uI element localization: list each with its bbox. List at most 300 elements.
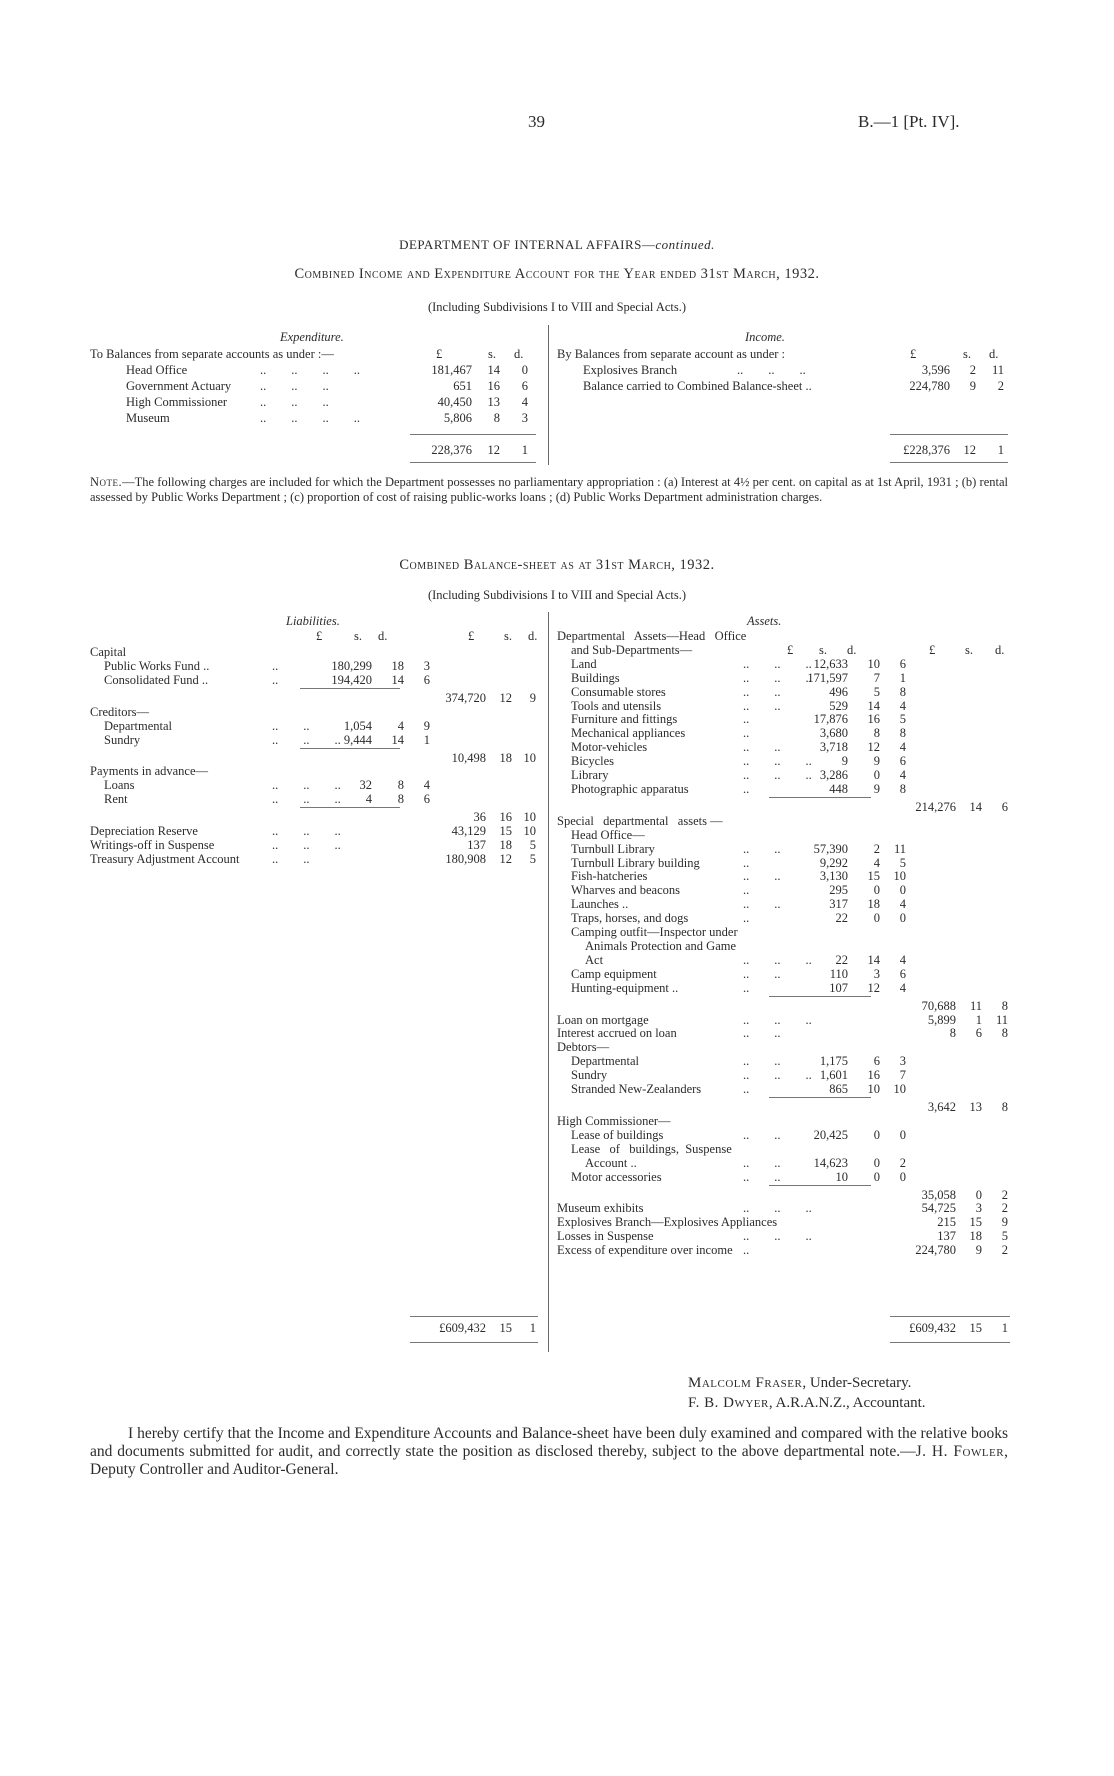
- outer-amount: 18: [969, 1229, 982, 1244]
- inner-amount: 22: [835, 952, 848, 967]
- total-pence: 1: [529, 1321, 536, 1335]
- outer-amount: 8: [949, 1026, 956, 1041]
- outer-amount: 5: [529, 838, 536, 852]
- outer-amount: 374,720: [445, 690, 486, 705]
- inner-amount: 4: [899, 698, 906, 713]
- signature-under-secretary: [688, 1375, 911, 1392]
- outer-amount: 180,908: [445, 851, 486, 866]
- assets-double-rule: [890, 1342, 1010, 1343]
- row-label: Sundry: [104, 732, 141, 747]
- inner-amount: 1: [899, 670, 906, 685]
- row-label: Turnbull Library building: [571, 855, 700, 870]
- leader-dots: .. ..: [743, 1169, 781, 1184]
- page-reference: B.—1 [Pt. IV].: [858, 112, 960, 131]
- row-label: Wharves and beacons: [571, 883, 680, 898]
- row-label: Consumable stores: [571, 684, 666, 699]
- col-pounds-inner: £: [316, 629, 323, 643]
- outer-amount: 5: [529, 851, 536, 866]
- inner-amount: 9: [873, 781, 880, 796]
- leader-dots: .. .. ..: [272, 732, 341, 747]
- leader-dots: ..: [743, 883, 750, 898]
- inner-amount: 1,175: [819, 1054, 848, 1069]
- inner-amount: 9: [873, 754, 880, 769]
- inner-amount: 12: [867, 980, 880, 995]
- leader-dots: .. ..: [743, 897, 781, 912]
- inner-amount: 18: [867, 897, 880, 912]
- expenditure-side: [90, 330, 540, 470]
- inner-amount: 8: [397, 778, 404, 793]
- inner-amount: 9: [423, 718, 430, 733]
- inner-amount: 5: [899, 712, 906, 727]
- liability-row: [90, 791, 542, 807]
- income-lead-row: [557, 346, 1012, 362]
- total-pence: 1: [1001, 1321, 1008, 1335]
- outer-amount: 9: [529, 690, 536, 705]
- outer-amount: 1: [975, 1012, 982, 1027]
- inner-amount: 10: [867, 1082, 880, 1096]
- leader-dots: ..: [272, 658, 279, 673]
- inner-amount: 14,623: [813, 1155, 848, 1170]
- inner-amount: 14: [867, 698, 880, 713]
- row-label: Excess of expenditure over income: [557, 1243, 733, 1258]
- row-label: Government Actuary: [126, 379, 232, 393]
- row-label: Losses in Suspense: [557, 1229, 654, 1244]
- inner-amount: 3,130: [819, 869, 848, 884]
- subtotal-rule: [769, 797, 871, 798]
- outer-amount: 35,058: [921, 1187, 956, 1202]
- row-label: Hunting-equipment ..: [571, 980, 679, 995]
- inner-amount: 0: [873, 1169, 880, 1184]
- leader-dots: ..: [743, 1243, 750, 1258]
- amount-d: 4: [521, 395, 528, 409]
- outer-amount: 2: [1001, 1187, 1008, 1202]
- row-label: Museum: [126, 411, 170, 425]
- inner-amount: 194,420: [331, 672, 372, 687]
- expenditure-heading: Expenditure.: [280, 330, 344, 344]
- inner-amount: 4: [365, 792, 372, 807]
- inner-amount: 9: [841, 754, 848, 769]
- liabilities-side: [90, 614, 542, 1354]
- inner-amount: 8: [397, 792, 404, 807]
- outer-amount: 6: [1001, 799, 1008, 814]
- col-pence-inner: d.: [378, 629, 388, 643]
- row-label: Camp equipment: [571, 966, 657, 981]
- inner-amount: 6: [899, 656, 906, 671]
- inner-amount: 865: [829, 1082, 848, 1096]
- expenditure-lead: To Balances from separate accounts as under :—: [90, 347, 334, 361]
- row-label: Camping outfit—Inspector under: [571, 925, 738, 939]
- liability-row: [90, 672, 542, 688]
- subtotal-rule: [300, 688, 400, 689]
- liability-row: [90, 851, 542, 867]
- amount-s: 13: [487, 395, 500, 409]
- outer-amount: 8: [1001, 998, 1008, 1013]
- col-pounds-outer: £: [468, 629, 475, 643]
- leader-dots: .. .. ..: [737, 363, 806, 377]
- leader-dots: ..: [743, 855, 750, 870]
- total-pounds: £609,432: [439, 1321, 486, 1335]
- inner-amount: 0: [899, 1169, 906, 1184]
- row-label: Furniture and fittings: [571, 712, 678, 727]
- row-label: Bicycles: [571, 754, 615, 769]
- inner-amount: 6: [899, 966, 906, 981]
- leader-dots: .. .. ..: [743, 1012, 812, 1027]
- total-pounds: £609,432: [909, 1321, 956, 1335]
- assets-heading: Assets.: [747, 614, 782, 628]
- inner-amount: 529: [829, 698, 848, 713]
- col-pounds: £: [436, 347, 443, 361]
- signatory-name: Malcolm Fraser: [688, 1375, 803, 1391]
- leader-dots: .. ..: [743, 869, 781, 884]
- leader-dots: .. .. ..: [260, 395, 329, 409]
- total-pounds: £228,376: [903, 443, 950, 457]
- asset-row: [557, 1242, 1012, 1258]
- department-title-suffix: continued.: [655, 237, 715, 252]
- subtotal-rule: [769, 1097, 871, 1098]
- column-head: £: [787, 642, 794, 657]
- row-label: Balance carried to Combined Balance-sheet ..: [583, 379, 812, 393]
- row-label: Motor-vehicles: [571, 740, 648, 755]
- inner-amount: 17,876: [813, 712, 848, 727]
- leader-dots: .. ..: [743, 684, 781, 699]
- row-label: Mechanical appliances: [571, 726, 686, 741]
- inner-amount: 10: [867, 656, 880, 671]
- assets-total-rule: [890, 1316, 1010, 1317]
- departmental-note: [90, 475, 1008, 505]
- inner-amount: 4: [899, 740, 906, 755]
- outer-amount: 10: [523, 750, 536, 765]
- inner-amount: 110: [829, 966, 848, 981]
- inner-amount: 4: [397, 718, 404, 733]
- inner-amount: 448: [829, 781, 848, 796]
- row-label: High Commissioner—: [557, 1113, 671, 1128]
- leader-dots: .. .. ..: [743, 768, 812, 782]
- total-shillings: 12: [487, 443, 500, 457]
- amount-l: 224,780: [909, 379, 950, 393]
- col-pence: d.: [989, 347, 999, 361]
- row-label: Loan on mortgage: [557, 1012, 649, 1027]
- asset-row: [557, 1169, 1012, 1185]
- col-pence-outer: d.: [528, 629, 538, 643]
- outer-amount: 8: [1001, 1026, 1008, 1041]
- outer-amount: 5: [1001, 1229, 1008, 1244]
- col-shillings-inner: s.: [354, 629, 362, 643]
- inner-amount: 3,286: [819, 768, 848, 782]
- inner-amount: 4: [873, 855, 880, 870]
- outer-amount: 9: [1001, 1215, 1008, 1230]
- leader-dots: .. ..: [743, 1155, 781, 1170]
- leader-dots: .. ..: [743, 740, 781, 755]
- assets-total-row: [557, 1320, 1012, 1336]
- leader-dots: .. ..: [743, 966, 781, 981]
- row-label: Museum exhibits: [557, 1201, 644, 1216]
- outer-amount: 12: [499, 851, 512, 866]
- liabilities-column-heads: [90, 628, 542, 644]
- amount-l: 40,450: [437, 395, 472, 409]
- asset-row: [557, 980, 1012, 996]
- liabilities-heading: Liabilities.: [286, 614, 340, 628]
- liabilities-double-rule: [410, 1342, 538, 1343]
- inner-amount: 8: [899, 684, 906, 699]
- leader-dots: .. ..: [272, 718, 310, 733]
- outer-amount: 3: [975, 1201, 982, 1216]
- total-pounds: 228,376: [431, 443, 472, 457]
- row-label: Account ..: [585, 1155, 637, 1170]
- signatory-title: , Under-Secretary.: [802, 1375, 912, 1391]
- outer-amount: 18: [499, 750, 512, 765]
- income-account-title: Combined Income and Expenditure Account for the Year ended 31st March, 1932.: [294, 266, 820, 282]
- leader-dots: .. ..: [743, 1054, 781, 1069]
- inner-amount: 4: [899, 952, 906, 967]
- leader-dots: .. .. ..: [272, 838, 341, 852]
- column-head: d.: [847, 642, 857, 657]
- col-shillings: s.: [963, 347, 971, 361]
- expenditure-lead-row: [90, 346, 540, 362]
- leader-dots: ..: [743, 726, 750, 741]
- income-side: [557, 330, 1012, 470]
- amount-l: 651: [453, 379, 472, 393]
- outer-amount: 43,129: [451, 824, 486, 839]
- outer-amount: 15: [969, 1215, 982, 1230]
- leader-dots: ..: [272, 672, 279, 687]
- amount-l: 5,806: [443, 411, 472, 425]
- total-pence: 1: [521, 443, 528, 457]
- leader-dots: .. .. ..: [260, 379, 329, 393]
- certificate-signer-title: , Deputy Controller and Auditor-General.: [90, 1443, 1008, 1478]
- row-label: Stranded New-Zealanders: [571, 1082, 702, 1096]
- leader-dots: ..: [743, 911, 750, 926]
- inner-amount: 3: [899, 1054, 906, 1069]
- row-label: Explosives Branch: [583, 363, 678, 377]
- inner-amount: 16: [867, 1068, 880, 1083]
- row-label: Library: [571, 768, 609, 782]
- inner-amount: 3: [423, 658, 430, 673]
- row-label: Interest accrued on loan: [557, 1026, 677, 1041]
- inner-amount: 15: [867, 869, 880, 884]
- leader-dots: .. .. ..: [272, 792, 341, 807]
- row-label: Lease of buildings: [571, 1127, 664, 1142]
- expenditure-total-rule: [410, 434, 536, 435]
- row-label: Departmental Assets—Head Office: [557, 629, 747, 643]
- inner-amount: 7: [899, 1068, 906, 1083]
- inner-amount: 317: [829, 897, 848, 912]
- col-shillings-outer: s.: [504, 629, 512, 643]
- certificate-signer: J. H. Fowler: [915, 1443, 1005, 1460]
- row-label: Head Office—: [571, 827, 645, 842]
- certificate-text: I hereby certify that the Income and Expenditure Accounts and Balance-sheet have been duly examined and compared with the relative books and documents submitted for audit, and correctly state the position as disclosed thereby, subject to the above departmental note.—: [90, 1425, 1008, 1460]
- row-label: Motor accessories: [571, 1169, 662, 1184]
- outer-amount: 0: [975, 1187, 982, 1202]
- leader-dots: .. .. ..: [743, 754, 812, 769]
- leader-dots: .. ..: [743, 841, 781, 856]
- inner-amount: 0: [899, 911, 906, 926]
- inner-amount: 4: [899, 897, 906, 912]
- row-label: Buildings: [571, 670, 620, 685]
- inner-amount: 6: [423, 672, 430, 687]
- signatory-title: , A.R.A.N.Z., Accountant.: [768, 1395, 926, 1411]
- amount-d: 0: [521, 363, 528, 377]
- row-label: Photographic apparatus: [571, 781, 689, 796]
- total-shillings: 12: [963, 443, 976, 457]
- inner-amount: 12,633: [813, 656, 848, 671]
- amount-s: 16: [487, 379, 500, 393]
- outer-amount: 215: [937, 1215, 956, 1230]
- row-label: and Sub-Departments—: [571, 642, 693, 657]
- row-label: Turnbull Library: [571, 841, 655, 856]
- outer-amount: 70,688: [921, 998, 956, 1013]
- row-label: Lease of buildings, Suspense: [571, 1141, 732, 1156]
- outer-amount: 10,498: [451, 750, 486, 765]
- inner-amount: 22: [835, 911, 848, 926]
- row-label: Capital: [90, 645, 127, 659]
- column-head: s.: [965, 642, 973, 657]
- outer-amount: 137: [467, 838, 486, 852]
- inner-amount: 1,601: [819, 1068, 848, 1083]
- inner-amount: 0: [873, 768, 880, 782]
- page-number: 39: [528, 112, 545, 131]
- leader-dots: ..: [743, 781, 750, 796]
- row-label: Explosives Branch—Explosives Appliances: [557, 1215, 778, 1230]
- row-label: Writings-off in Suspense: [90, 838, 215, 852]
- audit-certificate: [90, 1425, 1008, 1479]
- leader-dots: ..: [743, 980, 750, 995]
- expenditure-row: [90, 378, 540, 394]
- outer-amount: 54,725: [921, 1201, 956, 1216]
- inner-amount: 0: [873, 1155, 880, 1170]
- outer-amount: 2: [1001, 1243, 1008, 1258]
- outer-amount: 9: [975, 1243, 982, 1258]
- inner-amount: 14: [391, 732, 404, 747]
- inner-amount: 3: [873, 966, 880, 981]
- row-label: Depreciation Reserve: [90, 824, 198, 839]
- row-label: Launches ..: [571, 897, 629, 912]
- income-lead: By Balances from separate account as under :: [557, 347, 786, 361]
- outer-amount: 2: [1001, 1201, 1008, 1216]
- inner-amount: 0: [873, 1127, 880, 1142]
- outer-amount: 224,780: [915, 1243, 956, 1258]
- amount-s: 8: [493, 411, 500, 425]
- leader-dots: ..: [743, 1082, 750, 1096]
- leader-dots: .. .. ..: [743, 1229, 812, 1244]
- expenditure-total-row: [90, 442, 540, 458]
- inner-amount: 295: [829, 883, 848, 898]
- row-label: Fish-hatcheries: [571, 869, 648, 884]
- amount-d: 11: [991, 363, 1004, 377]
- inner-amount: 3,680: [819, 726, 848, 741]
- income-double-rule: [890, 462, 1008, 463]
- inner-amount: 6: [423, 792, 430, 807]
- inner-amount: 14: [391, 672, 404, 687]
- amount-d: 2: [997, 379, 1004, 393]
- inner-amount: 171,597: [807, 670, 848, 685]
- outer-amount: 3,642: [927, 1100, 956, 1114]
- inner-amount: 3,718: [819, 740, 848, 755]
- col-pounds: £: [910, 347, 917, 361]
- inner-amount: 20,425: [813, 1127, 848, 1142]
- row-label: Departmental: [571, 1054, 640, 1069]
- income-total-rule: [890, 434, 1008, 435]
- column-head: s.: [819, 642, 827, 657]
- balance-sheet-title: Combined Balance-sheet as at 31st March, 1932.: [399, 557, 715, 573]
- row-label: Head Office: [126, 363, 188, 377]
- expenditure-row: [90, 410, 540, 426]
- inner-amount: 8: [899, 781, 906, 796]
- amount-s: 9: [969, 379, 976, 393]
- income-account-divider: [548, 325, 549, 465]
- outer-amount: 5,899: [927, 1012, 956, 1027]
- leader-dots: .. ..: [272, 851, 310, 866]
- leader-dots: .. .. ..: [743, 952, 812, 967]
- outer-amount: 15: [499, 824, 512, 839]
- row-label: Debtors—: [557, 1040, 610, 1055]
- row-label: Departmental: [104, 718, 173, 733]
- liabilities-total-rule: [410, 1316, 538, 1317]
- expenditure-row: [90, 362, 540, 378]
- col-shillings: s.: [488, 347, 496, 361]
- leader-dots: ..: [743, 712, 750, 727]
- inner-amount: 10: [893, 869, 906, 884]
- inner-amount: 180,299: [331, 658, 372, 673]
- inner-amount: 7: [873, 670, 880, 685]
- inner-amount: 10: [893, 1082, 906, 1096]
- inner-amount: 8: [873, 726, 880, 741]
- row-label: Animals Protection and Game: [585, 938, 737, 953]
- inner-amount: 4: [899, 768, 906, 782]
- outer-amount: 214,276: [915, 799, 956, 814]
- outer-amount: 14: [969, 799, 982, 814]
- expenditure-double-rule: [410, 462, 536, 463]
- signatory-name: F. B. Dwyer: [688, 1395, 769, 1411]
- inner-amount: 6: [899, 754, 906, 769]
- total-shillings: 15: [499, 1321, 512, 1335]
- row-label: Tools and utensils: [571, 698, 662, 713]
- inner-amount: 0: [873, 911, 880, 926]
- outer-amount: 11: [995, 1012, 1008, 1027]
- department-title: [0, 237, 1114, 253]
- outer-amount: 16: [499, 810, 512, 825]
- inner-amount: 6: [873, 1054, 880, 1069]
- income-account-subtitle: (Including Subdivisions I to VIII and Special Acts.): [427, 300, 687, 314]
- outer-amount: 6: [975, 1026, 982, 1041]
- outer-amount: 18: [499, 838, 512, 852]
- leader-dots: .. ..: [743, 1127, 781, 1142]
- amount-s: 14: [487, 363, 500, 377]
- inner-amount: 10: [835, 1169, 848, 1184]
- amount-l: 3,596: [921, 363, 950, 377]
- inner-amount: 5: [873, 684, 880, 699]
- amount-d: 3: [521, 411, 528, 425]
- income-total-row: [557, 442, 1012, 458]
- balance-sheet-divider: [548, 612, 549, 1352]
- subtotal-rule: [769, 996, 871, 997]
- inner-amount: 4: [423, 778, 430, 793]
- inner-amount: 496: [829, 684, 848, 699]
- balance-sheet-subtitle: (Including Subdivisions I to VIII and Special Acts.): [427, 588, 687, 602]
- leader-dots: .. .. ..: [743, 1201, 812, 1216]
- row-label: High Commissioner: [126, 395, 228, 409]
- inner-amount: 11: [893, 841, 906, 856]
- department-title-main: DEPARTMENT OF INTERNAL AFFAIRS—: [399, 237, 656, 252]
- column-head: £: [929, 642, 936, 657]
- row-label: Public Works Fund ..: [104, 658, 210, 673]
- note-text: —The following charges are included for which the Department possesses no parliamentary appropriation : (a) Interest at 4½ per cent. on capital as at 1st April, 1931 ; (b) rental assessed by Public Works Department ; (c) proportion of cost of raising public-works loans ; (d) Public Works Department administration charges.: [90, 475, 1008, 504]
- inner-amount: 1: [423, 732, 430, 747]
- subtotal-rule: [300, 748, 400, 749]
- row-label: Act: [585, 952, 604, 967]
- leader-dots: .. .. ..: [272, 778, 341, 793]
- inner-amount: 107: [829, 980, 848, 995]
- income-heading: Income.: [745, 330, 785, 344]
